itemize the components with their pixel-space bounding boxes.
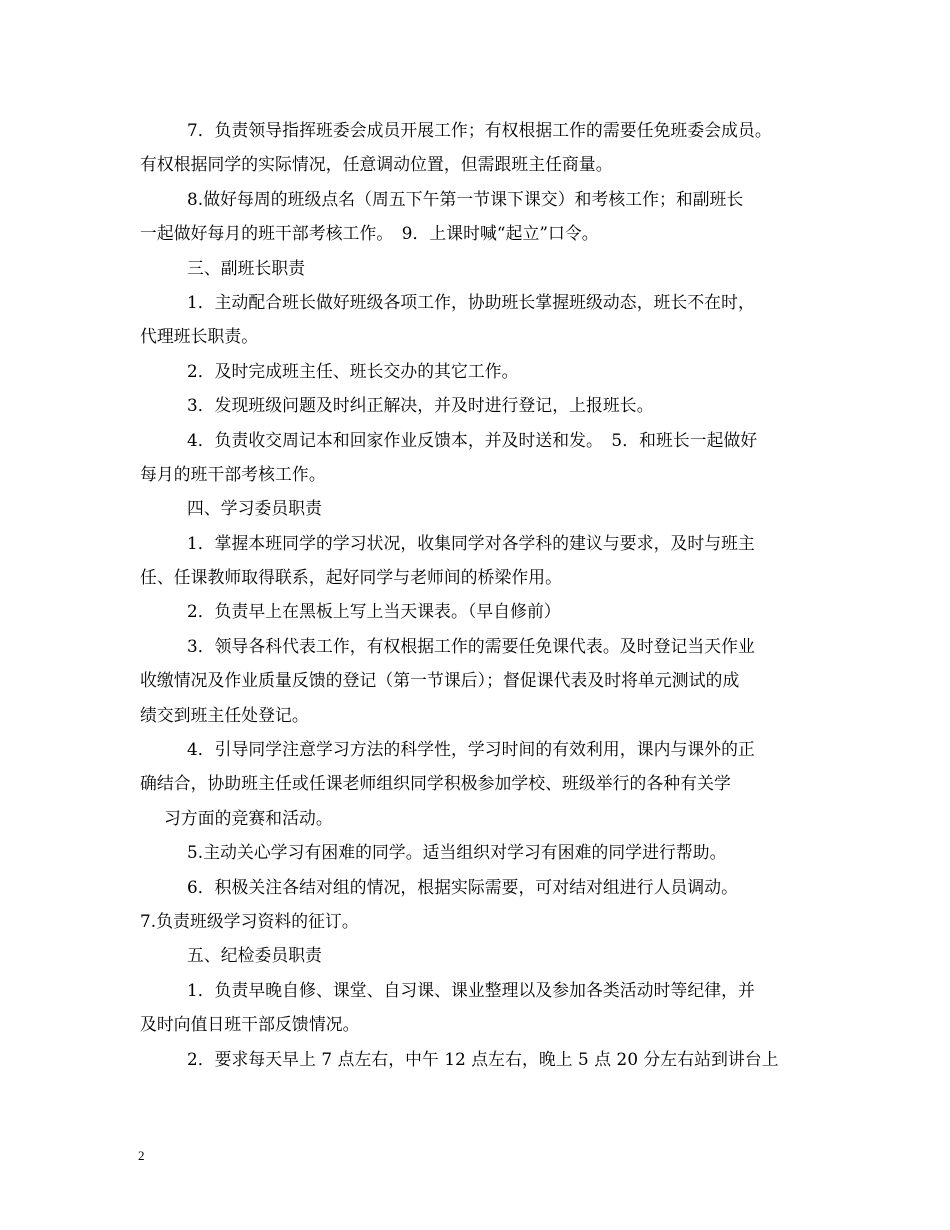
text-line: 5.主动关心学习有困难的同学。适当组织对学习有困难的同学进行帮助。 [187,842,727,863]
text-line: 3．领导各科代表工作，有权根据工作的需要任免课代表。及时登记当天作业 [187,635,755,656]
text-line: 代理班长职责。 [140,326,259,347]
page-number: 2 [138,1148,145,1163]
text-line: 2．及时完成班主任、班长交办的其它工作。 [187,360,519,381]
text-line: 1．掌握本班同学的学习状况，收集同学对各学科的建议与要求，及时与班主 [187,532,755,553]
section-heading: 五、纪检委员职责 [187,945,323,966]
text-line: 2．负责早上在黑板上写上当天课表。（早自修前） [187,601,561,622]
text-line: 有权根据同学的实际情况，任意调动位置，但需跟班主任商量。 [140,154,613,175]
page-body [140,118,830,1081]
text-line: 任、任课教师取得联系，起好同学与老师间的桥梁作用。 [140,567,563,588]
text-line: 4．引导同学注意学习方法的科学性，学习时间的有效利用，课内与课外的正 [187,739,755,760]
text-line: 1．主动配合班长做好班级各项工作，协助班长掌握班级动态，班长不在时， [187,291,755,312]
text-line: 8.做好每周的班级点名（周五下午第一节课下课交）和考核工作；和副班长 [187,188,744,209]
text-line: 6．积极关注各结对组的情况，根据实际需要，可对结对组进行人员调动。 [187,876,738,897]
text-line: 7.负责班级学习资料的征订。 [140,910,359,931]
text-line: 绩交到班主任处登记。 [140,704,309,725]
text-line: 3．发现班级问题及时纠正解决，并及时进行登记，上报班长。 [187,395,654,416]
text-line: 每月的班干部考核工作。 [140,463,326,484]
text-line: 确结合，协助班主任或任课老师组织同学积极参加学校、班级举行的各种有关学 [140,773,731,794]
text-line: 7．负责领导指挥班委会成员开展工作；有权根据工作的需要任免班委会成员。 [187,120,772,140]
section-heading: 四、学习委员职责 [187,498,323,519]
text-line: 4．负责收交周记本和回家作业反馈本，并及时送和发。 5．和班长一起做好 [187,429,758,450]
text-line: 收缴情况及作业质量反馈的登记（第一节课后）；督促课代表及时将单元测试的成 [140,670,740,691]
text-line: 一起做好每月的班干部考核工作。 9．上课时喊“起立”口令。 [140,223,599,244]
section-heading: 三、副班长职责 [187,257,306,278]
text-line: 习方面的竞赛和活动。 [164,807,333,828]
text-line: 1．负责早晚自修、课堂、自习课、课业整理以及参加各类活动时等纪律，并 [187,979,755,1000]
text-line: 2．要求每天早上 7 点左右，中午 12 点左右，晚上 5 点 20 分左右站到讲台上 [187,1048,779,1069]
text-line: 及时向值日班干部反馈情况。 [140,1014,360,1035]
